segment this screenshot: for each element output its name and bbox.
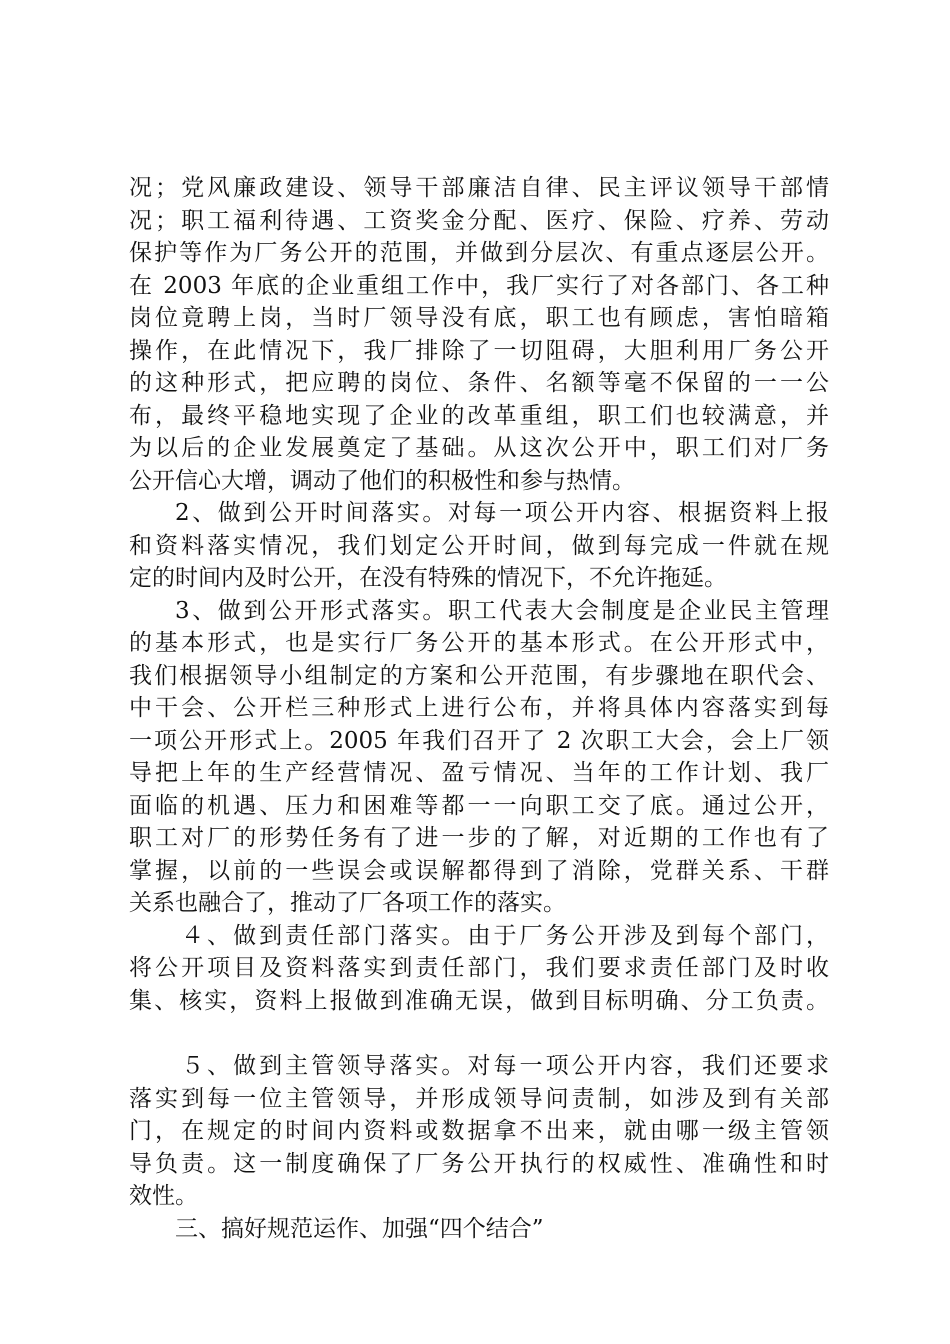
text-line: 导把上年的生产经营情况、盈亏情况、当年的工作计划、我厂 [129,760,829,786]
text-line: 落实到每一位主管领导，并形成领导问责制，如涉及到有关部 [129,1085,829,1112]
text-line: 的基本形式，也是实行厂务公开的基本形式。在公开形式中， [129,630,829,656]
text-line: 我们根据领导小组制定的方案和公开范围，有步骤地在职代会、 [129,662,829,689]
text-line: 在 2003 年底的企业重组工作中，我厂实行了对各部门、各工种 [129,272,829,299]
text-line: 将公开项目及资料落实到责任部门，我们要求责任部门及时收 [129,955,829,981]
paragraph-4-line: ４、做到责任部门落实。由于厂务公开涉及到每个部门， [181,922,829,949]
section-heading: 三、搞好规范运作、加强“四个结合” [175,1215,544,1242]
text-line: 况；党风廉政建设、领导干部廉洁自律、民主评议领导干部情 [129,175,829,201]
text-line: 的这种形式，把应聘的岗位、条件、名额等毫不保留的一一公 [129,370,829,396]
text-line: 集、核实，资料上报做到准确无误，做到目标明确、分工负责。 [129,987,829,1014]
text-line: 保护等作为厂务公开的范围，并做到分层次、有重点逐层公开。 [129,240,829,266]
text-line: 和资料落实情况，我们划定公开时间，做到每完成一件就在规 [129,532,829,559]
text-line: 中干会、公开栏三种形式上进行公布，并将具体内容落实到每 [129,695,829,721]
paragraph-3-line: 3、做到公开形式落实。职工代表大会制度是企业民主管理 [175,597,829,624]
text-line: 布，最终平稳地实现了企业的改革重组，职工们也较满意，并 [129,402,829,429]
text-line: 效性。 [129,1183,198,1209]
text-line: 定的时间内及时公开，在没有特殊的情况下，不允许拖延。 [129,565,727,591]
paragraph-5-line: ５、做到主管领导落实。对每一项公开内容，我们还要求 [181,1053,829,1079]
text-line: 关系也融合了，推动了厂各项工作的落实。 [129,890,566,916]
text-line: 面临的机遇、压力和困难等都一一向职工交了底。通过公开， [129,792,829,819]
text-line: 导负责。这一制度确保了厂务公开执行的权威性、准确性和时 [129,1150,829,1177]
text-line: 况；职工福利待遇、工资奖金分配、医疗、保险、疗养、劳动 [129,207,829,234]
document-body [129,172,829,1245]
text-line: 一项公开形式上。2005 年我们召开了 2 次职工大会，会上厂领 [129,727,829,754]
text-line: 操作，在此情况下，我厂排除了一切阻碍，大胆利用厂务公开 [129,337,829,364]
text-line: 为以后的企业发展奠定了基础。从这次公开中，职工们对厂务 [129,435,829,461]
text-line: 岗位竟聘上岗，当时厂领导没有底，职工也有顾虑，害怕暗箱 [129,305,829,331]
text-line: 掌握，以前的一些误会或误解都得到了消除，党群关系、干群 [129,857,829,884]
text-line: 公开信心大增，调动了他们的积极性和参与热情。 [129,467,635,494]
paragraph-2-line: 2、做到公开时间落实。对每一项公开内容、根据资料上报 [175,500,829,526]
text-line: 职工对厂的形势任务有了进一步的了解，对近期的工作也有了 [129,825,829,851]
text-line: 门，在规定的时间内资料或数据拿不出来，就由哪一级主管领 [129,1118,829,1144]
